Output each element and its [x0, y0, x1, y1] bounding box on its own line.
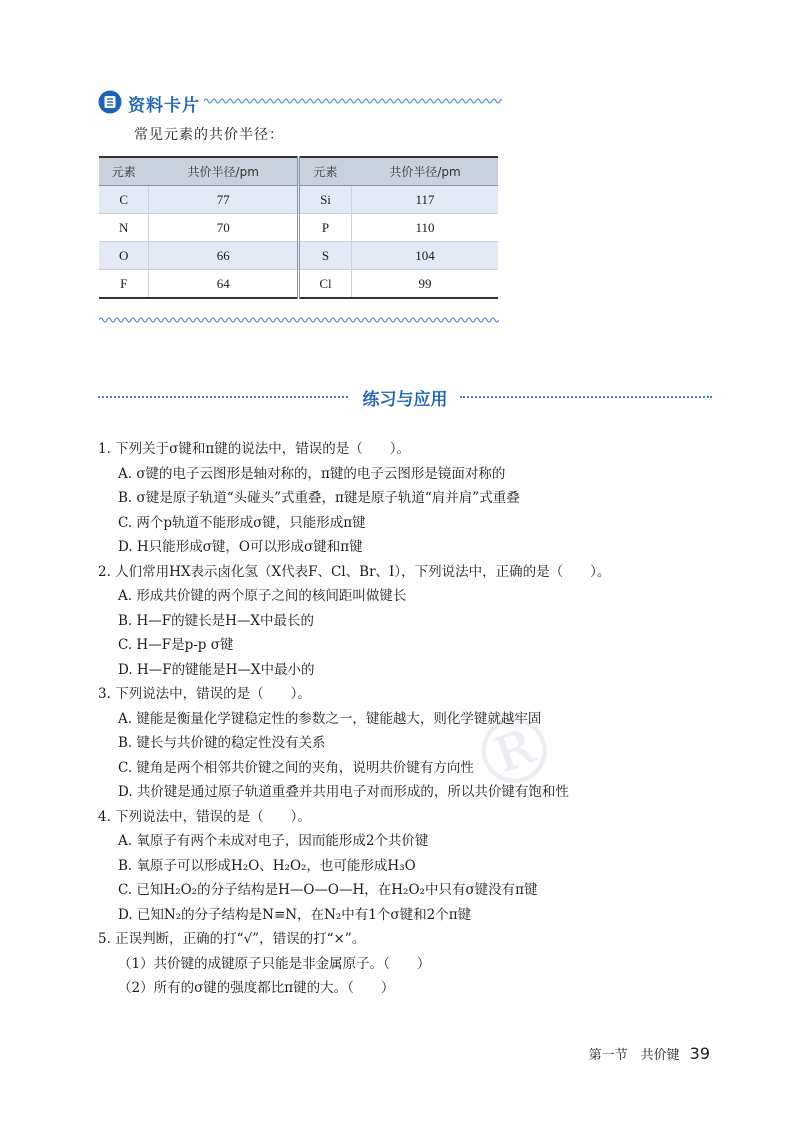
table-cell: Cl	[298, 270, 351, 299]
table-cell: 66	[149, 242, 299, 270]
table-cell: C	[99, 186, 149, 214]
question-2-option-d: D. H—F的键能是H—X中最小的	[118, 661, 315, 678]
page-footer	[589, 1044, 710, 1063]
covalent-radius-table	[99, 156, 498, 299]
table-cell: 99	[352, 270, 499, 299]
question-2-option-a: A. 形成共价键的两个原子之间的核间距叫做键长	[118, 588, 407, 604]
table-cell: 110	[352, 214, 499, 242]
question-2-stem: 2. 人们常用HX表示卤化氢（X代表F、Cl、Br、I），下列说法中，正确的是（ ）。	[98, 563, 611, 580]
question-3-option-a: A. 键能是衡量化学键稳定性的参数之一，键能越大，则化学键就越牢固	[118, 710, 542, 727]
question-1-option-a: A. σ键的电子云图形是轴对称的，π键的电子云图形是镜面对称的	[118, 465, 506, 482]
question-4-option-d: D. 已知N₂的分子结构是N≡N，在N₂中有1个σ键和2个π键	[118, 906, 472, 923]
table-cell: P	[298, 214, 351, 242]
table-cell: O	[99, 242, 149, 270]
table-row	[99, 214, 498, 242]
wave-divider-bottom	[99, 315, 499, 325]
question-2-option-b: B. H—F的键长是H—X中最长的	[118, 612, 315, 629]
table-cell: Si	[298, 186, 351, 214]
question-3-stem: 3. 下列说法中，错误的是（ ）。	[98, 686, 311, 702]
question-1-stem: 1. 下列关于σ键和π键的说法中，错误的是（ ）。	[98, 441, 411, 457]
dotted-rule-right	[460, 396, 712, 398]
exercise-list	[98, 437, 718, 1001]
table-cell: 77	[149, 186, 299, 214]
wave-divider-top	[204, 96, 502, 106]
question-1-option-b: B. σ键是原子轨道“头碰头”式重叠，π键是原子轨道“肩并肩”式重叠	[118, 490, 520, 506]
question-1-option-d: D. H只能形成σ键，O可以形成σ键和π键	[118, 539, 363, 555]
question-3-option-b: B. 键长与共价键的稳定性没有关系	[118, 735, 326, 751]
exercises-header	[98, 385, 712, 409]
question-3-option-c: C. 键角是两个相邻共价键之间的夹角，说明共价键有方向性	[118, 759, 474, 776]
watermark: ®	[454, 687, 576, 818]
table-header-row	[99, 157, 498, 186]
table-row	[99, 242, 498, 270]
table-cell: 70	[149, 214, 299, 242]
table-cell: 64	[149, 270, 299, 299]
table-cell: 117	[352, 186, 499, 214]
resource-card-intro: 常见元素的共价半径：	[134, 127, 284, 143]
resource-card-header	[98, 90, 502, 116]
question-2-option-c: C. H—F是p-p σ键	[118, 637, 234, 653]
page-number: 39	[689, 1044, 710, 1063]
book-icon	[98, 90, 122, 114]
col-header-element-2: 元素	[298, 157, 351, 186]
table-cell: 104	[352, 242, 499, 270]
question-3-option-d: D. 共价键是通过原子轨道重叠并共用电子对而形成的，所以共价键有饱和性	[118, 784, 569, 800]
question-1-option-c: C. 两个p轨道不能形成σ键，只能形成π键	[118, 514, 366, 531]
table-cell: S	[298, 242, 351, 270]
col-header-element: 元素	[99, 157, 149, 186]
table-cell: F	[99, 270, 149, 299]
question-5-item-2: （2）所有的σ键的强度都比π键的大。（ ）	[118, 980, 395, 996]
question-4-stem: 4. 下列说法中，错误的是（ ）。	[98, 808, 311, 825]
question-4-option-a: A. 氧原子有两个未成对电子，因而能形成2个共价键	[118, 833, 429, 849]
table-row	[99, 270, 498, 299]
table-row	[99, 186, 498, 214]
exercises-title: 练习与应用	[362, 390, 448, 410]
question-4-option-b: B. 氧原子可以形成H₂O、H₂O₂，也可能形成H₃O	[118, 857, 416, 874]
col-header-radius-2: 共价半径/pm	[352, 157, 499, 186]
section-label: 第一节 共价键	[588, 1048, 680, 1063]
col-header-radius: 共价半径/pm	[149, 157, 299, 186]
table-cell: N	[99, 214, 149, 242]
resource-card-title: 资料卡片	[128, 96, 200, 116]
question-4-option-c: C. 已知H₂O₂的分子结构是H—O—O—H，在H₂O₂中只有σ键没有π键	[118, 882, 538, 898]
question-5-stem: 5. 正误判断，正确的打“√”，错误的打“×”。	[98, 931, 366, 947]
question-5-item-1: （1）共价键的成键原子只能是非金属原子。（ ）	[118, 955, 431, 972]
